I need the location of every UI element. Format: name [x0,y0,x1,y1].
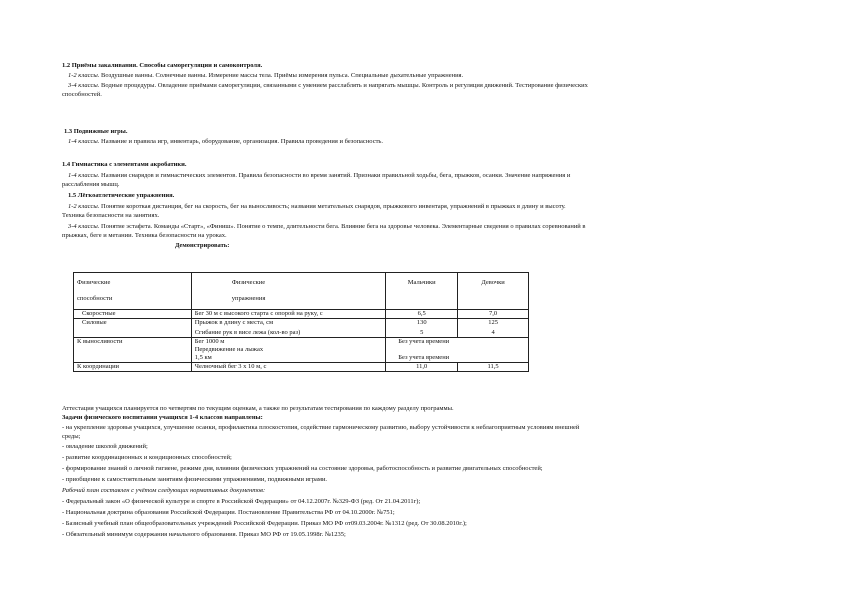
section-1-4-line-2: расслабления мышц. [62,181,120,188]
table-cell [386,338,529,363]
table-header-row [74,273,529,310]
header-cell-boys [386,273,458,310]
document-item-4: - Обязательный минимум содержания начального образования. Приказ МО РФ от 19.05.1998г. №1235; [62,531,346,538]
header-text: Девочки [481,279,505,286]
table-cell: Силовые [74,319,192,338]
task-item-1b: среды; [62,433,81,440]
document-item-3: - Базисный учебный план общеобразовательных учреждений Российской Федерации. Приказ МО РФ от09.03.2004г. №1312 (ред. От 30.08.2010г.); [62,520,467,527]
task-item-5: - приобщение к самостоятельным занятиям физическими упражнениями, подвижными играми. [62,476,328,483]
cell-line: 125 [488,319,498,326]
demo-label: Демонстрировать: [175,242,230,249]
section-1-5-line-3 [68,223,585,231]
table-cell: Бег 30 м с высокого старта с опорой на руку, с [191,310,386,319]
cell-line: Без учета времени [398,354,450,361]
cell-line: 130 [416,319,427,326]
section-1-5-line-1 [68,203,566,211]
text: Воздушные ванны. Солнечные ванны. Измерение массы тела. Приёмы измерения пульса. Специальные дыхательные упражнения. [99,72,464,79]
document-item-1: - Федеральный закон «О физической культуре и спорте в Российской Федерации» от 04.12.2007г. №329-ФЗ (ред. От 21.04.2011г); [62,498,421,505]
text: Водные процедуры. Овладение приёмами саморегуляции, связанными с умением расслаблять и напрягать мышцы. Контроль и регуляция движений. Тестирование физических [99,82,588,89]
cell-line: 5 [420,329,424,336]
header-text: способности [77,295,113,302]
text: Названия снарядов и гимнастических элементов. Правила безопасности во время занятий. Признаки правильной ходьбы, бега, прыжков, осанки. Значение напряжения и [99,172,571,179]
header-cell-abilities [74,273,192,310]
table-row [74,338,529,363]
header-text: Физические [77,279,111,286]
section-1-5-line-4: прыжках, беге и метании. Техника безопасности на уроках. [62,232,227,239]
table-cell: 6,5 [386,310,458,319]
task-item-4: - формирование знаний о личной гигиене, режиме дня, влиянии физических упражнений на состояние здоровья, работоспособность и развитие двигательных способностей; [62,465,543,472]
table-cell [458,319,529,338]
table-cell: 7,0 [458,310,529,319]
table-cell [191,319,386,338]
cell-line: Передвижение на лыжах [194,346,264,353]
cell-line: Бег 1000 м [194,338,225,345]
table-row [74,319,529,338]
header-text: Физические [231,279,266,286]
grade-label: 3-4 классы. [68,82,100,89]
grade-label: 3-4 классы. [68,223,100,230]
table-cell: 11,0 [386,363,458,372]
standards-table [73,272,529,372]
grade-label: 1-2 классы. [68,203,100,210]
section-1-4-title: 1.4 Гимнастика с элементами акробатики. [62,161,187,168]
section-1-2-line-2 [68,82,588,90]
section-1-2-line-3: способностей. [62,91,102,98]
cell-line: Без учета времени [398,338,450,345]
tasks-title: Задачи физического воспитания учащихся 1-4 классов направлены: [62,414,263,421]
table-cell [191,338,386,363]
section-1-4-line-1 [68,172,570,180]
text: Понятие короткая дистанция, бег на скорость, бег на выносливость; названия метательных снарядов, прыжкового инвентаря, упражнений в прыжках в длину и высоту. [99,203,566,210]
attestation-text: Аттестация учащихся планируется по четвертям по текущим оценкам, а также по результатам тестирования по каждому разделу программы. [62,405,454,412]
task-item-1a: - на укрепление здоровья учащихся, улучшение осанки, профилактика плоскостопия, содействие гармоническому развитию, выбору устойчивости к неблагоприятным условиям внешней [62,424,580,431]
table-cell: Скоростные [74,310,192,319]
section-1-2-line-1 [68,72,463,80]
section-1-3-title: 1.3 Подвижные игры. [64,128,128,135]
documents-title: Рабочий план составлен с учётом следующих нормативных документов: [62,487,266,494]
header-text: упражнения [231,295,266,302]
text: Понятие эстафета. Команды «Старт», «Финиш». Понятие о темпе, длительности бега. Влияние бега на здоровье человека. Элементарные сведения о правилах соревнований в [99,223,586,230]
grade-label: 1-2 классы. [68,72,100,79]
table-cell: 11,5 [458,363,529,372]
grade-label: 1-4 классы. [68,138,100,145]
section-1-2-title: 1.2 Приёмы закаливания. Способы саморегуляции и самоконтроля. [62,62,263,69]
section-1-5-line-2: Техника безопасности на занятиях. [62,212,160,219]
section-1-5-title: 1.5 Лёгкоатлетические упражнения. [68,192,175,199]
section-1-3-line [68,138,383,146]
cell-line: Прыжок в длину с места, см [194,319,274,326]
cell-line: 4 [491,329,495,336]
cell-line: 1,5 км [194,354,212,361]
header-cell-exercises [191,273,386,310]
table-cell: К координации [74,363,192,372]
cell-line: Сгибание рук в висе лежа (кол-во раз) [194,329,301,336]
header-cell-girls [458,273,529,310]
text: Название и правила игр, инвентарь, оборудование, организация. Правила проведения и безопасность. [99,138,384,145]
table-cell: Челночный бег 3 х 10 м, с [191,363,386,372]
table-row [74,363,529,372]
task-item-3: - развитие координационных и кондиционных способностей; [62,454,232,461]
table-cell: К выносливости [74,338,192,363]
header-text: Мальчики [407,279,436,286]
table-cell [386,319,458,338]
task-item-2: - овладение школой движений; [62,443,148,450]
table-row [74,310,529,319]
grade-label: 1-4 классы. [68,172,100,179]
document-item-2: - Национальная доктрина образования Российской Федерации. Постановление Правительства РФ от 04.10.2000г. №751; [62,509,395,516]
